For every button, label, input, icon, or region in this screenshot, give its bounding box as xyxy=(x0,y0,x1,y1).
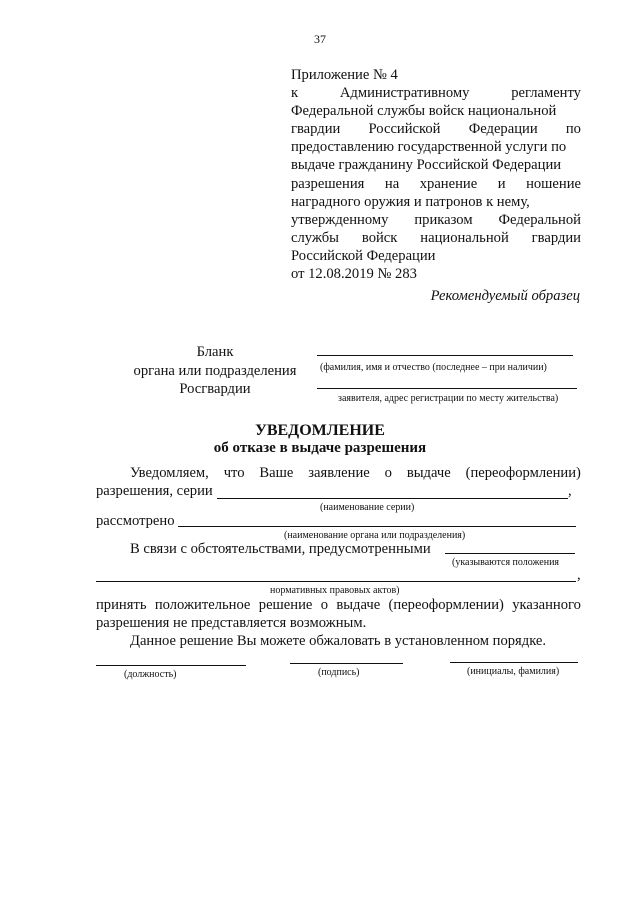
addressee-caption-1: (фамилия, имя и отчество (последнее – при наличии) xyxy=(320,362,547,373)
appendix-word: приказом xyxy=(414,211,473,228)
appendix-word: Российской xyxy=(368,121,441,138)
paragraph-word: Уведомляем, xyxy=(130,465,209,481)
circumstances-label: В связи с обстоятельствами, предусмотренными xyxy=(130,541,431,557)
appendix-line xyxy=(291,156,581,174)
appendix-word: Административному xyxy=(339,85,470,102)
appendix-line xyxy=(291,193,581,211)
appeal-paragraph: Данное решение Вы можете обжаловать в установленном порядке. xyxy=(130,633,547,649)
acts-comma: , xyxy=(577,567,581,583)
appendix-word: Российской Федерации xyxy=(291,247,436,264)
appendix-word: Федеральной xyxy=(498,211,581,228)
appendix-title: Приложение № 4 xyxy=(291,67,398,83)
addressee-caption-2: заявителя, адрес регистрации по месту жительства) xyxy=(338,393,559,404)
notice-subtitle: об отказе в выдаче разрешения xyxy=(213,440,427,456)
signature-caption: (подпись) xyxy=(318,667,360,678)
appendix-word: к xyxy=(291,85,299,102)
page-number: 37 xyxy=(314,32,326,46)
paragraph-word: что xyxy=(223,465,245,481)
series-comma: , xyxy=(568,483,572,499)
position-caption: (должность) xyxy=(124,669,177,680)
appendix-word: службы xyxy=(291,229,339,246)
notice-paragraph-line-1 xyxy=(130,465,581,482)
appendix-date: от 12.08.2019 № 283 xyxy=(291,266,417,283)
series-field[interactable] xyxy=(217,498,568,499)
appendix-line xyxy=(291,84,581,102)
appendix-word: предоставлению государственной услуги по xyxy=(291,139,567,156)
appendix-text xyxy=(291,84,581,265)
appendix-word: регламенту xyxy=(511,85,581,102)
appendix-line xyxy=(291,211,581,229)
appendix-word: разрешения xyxy=(291,175,365,192)
appendix-word: Федерации xyxy=(468,121,538,138)
provisions-caption: (указываются положения xyxy=(452,557,560,568)
appendix-line xyxy=(291,229,581,247)
paragraph-word: положительное xyxy=(154,597,251,613)
paragraph-word: о xyxy=(384,465,392,481)
appendix-word: ношение xyxy=(526,175,581,192)
provisions-field[interactable] xyxy=(445,553,575,554)
appendix-line xyxy=(291,138,581,156)
letterhead-line-2: органа или подразделения xyxy=(133,362,297,379)
appendix-word: наградного оружия и патронов к нему, xyxy=(291,193,530,210)
organ-caption: (наименование органа или подразделения) xyxy=(284,530,466,541)
paragraph-word: Ваше xyxy=(259,465,294,481)
paragraph-word: (переоформлении) xyxy=(465,465,581,481)
appendix-line xyxy=(291,102,581,120)
appendix-line xyxy=(291,120,581,138)
appendix-word: утвержденному xyxy=(291,211,389,228)
initials-field[interactable] xyxy=(450,662,578,663)
paragraph-word: (переоформлении) xyxy=(388,597,504,613)
paragraph-word: принять xyxy=(96,597,147,613)
recommended-sample-label: Рекомендуемый образец xyxy=(430,288,580,304)
appendix-word: войск xyxy=(361,229,398,246)
considered-label: рассмотрено xyxy=(96,513,175,529)
series-caption: (наименование серии) xyxy=(320,502,415,513)
paragraph-word: указанного xyxy=(512,597,581,613)
signature-field[interactable] xyxy=(290,663,403,664)
paragraph-word: заявление xyxy=(308,465,370,481)
appendix-line xyxy=(291,247,581,265)
appendix-word: по xyxy=(565,121,581,138)
addressee-line-1[interactable] xyxy=(317,355,573,356)
decision-paragraph-line-1 xyxy=(96,597,581,614)
letterhead-block xyxy=(110,343,320,399)
acts-caption: нормативных правовых актов) xyxy=(270,585,400,596)
appendix-word: выдаче гражданину Российской Федерации xyxy=(291,157,562,174)
notice-title: УВЕДОМЛЕНИЕ xyxy=(255,422,385,439)
appendix-word: гвардии xyxy=(531,229,581,246)
appendix-word: национальной xyxy=(420,229,509,246)
initials-caption: (инициалы, фамилия) xyxy=(467,666,560,677)
letterhead-line-3: Росгвардии xyxy=(179,381,251,397)
appendix-word: и xyxy=(497,175,506,192)
paragraph-word: выдаче xyxy=(406,465,451,481)
paragraph-word: решение xyxy=(258,597,313,613)
appendix-word: на xyxy=(384,175,400,192)
appendix-word: хранение xyxy=(419,175,478,192)
organ-field[interactable] xyxy=(178,526,576,527)
appendix-word: гвардии xyxy=(291,121,341,138)
series-label: разрешения, серии xyxy=(96,483,213,499)
paragraph-word: выдаче xyxy=(336,597,381,613)
decision-paragraph-line-2: разрешения не представляется возможным. xyxy=(96,615,367,631)
appendix-word: Федеральной службы войск национальной xyxy=(291,103,557,120)
letterhead-line-1: Бланк xyxy=(196,344,234,360)
acts-field[interactable] xyxy=(96,581,576,582)
paragraph-word: о xyxy=(320,597,328,613)
position-field[interactable] xyxy=(96,665,246,666)
appendix-line xyxy=(291,175,581,193)
addressee-line-2[interactable] xyxy=(317,388,577,389)
appendix-header xyxy=(291,66,581,283)
